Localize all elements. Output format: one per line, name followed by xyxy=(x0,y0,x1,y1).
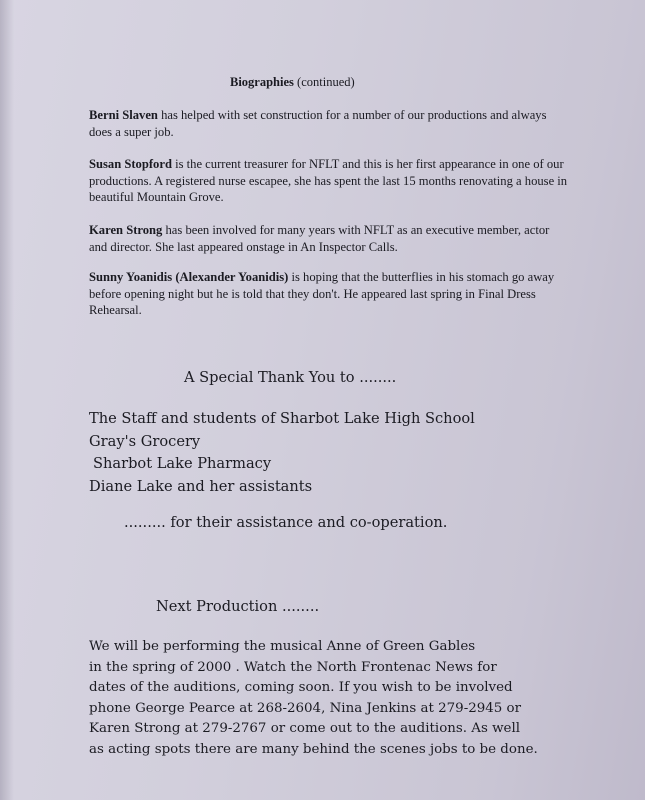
next-production-line: dates of the auditions, coming soon. If you wish to be involved xyxy=(89,680,513,696)
thanks-item: The Staff and students of Sharbot Lake High School xyxy=(89,410,475,427)
bio-text: is the current treasurer for NFLT and this is her first appearance in one of our productions. A registered nurse escapee, she has spent the last 15 months renovating a house in beautiful Mountain Grove. xyxy=(89,157,568,204)
bio-entry xyxy=(89,222,569,255)
bio-name: Sunny Yoanidis (Alexander Yoanidis) xyxy=(89,270,289,284)
thanks-item: Sharbot Lake Pharmacy xyxy=(93,455,272,472)
next-production-line: as acting spots there are many behind the scenes jobs to be done. xyxy=(89,741,538,757)
thanks-item: Gray's Grocery xyxy=(89,432,201,450)
bio-entry xyxy=(89,156,569,206)
biographies-title-text: Biographies xyxy=(230,75,294,89)
next-production-line: in the spring of 2000 . Watch the North Frontenac News for xyxy=(89,659,497,675)
next-production-heading: Next Production ........ xyxy=(156,598,320,615)
thanks-closing: ......... for their assistance and co-operation. xyxy=(124,514,448,531)
biographies-title xyxy=(230,75,355,90)
bio-name: Susan Stopford xyxy=(89,157,172,171)
bio-text: is hoping that the butterflies in his stomach go away before opening night but he is told that they don't. He appeared last spring in Final Dress Rehearsal. xyxy=(89,270,555,317)
thanks-heading: A Special Thank You to ........ xyxy=(184,369,397,386)
bio-text: has helped with set construction for a number of our productions and always does a super job. xyxy=(89,108,547,139)
bio-entry xyxy=(89,269,569,319)
thanks-item: Diane Lake and her assistants xyxy=(89,477,313,495)
next-production-body xyxy=(89,637,559,761)
next-production-line: phone George Pearce at 268-2604, Nina Jenkins at 279-2945 or xyxy=(89,700,522,716)
thanks-list xyxy=(89,408,475,498)
bio-text: has been involved for many years with NFLT as an executive member, actor and director. She last appeared onstage in An Inspector Calls. xyxy=(89,223,550,254)
bio-name: Karen Strong xyxy=(89,223,163,237)
page-shadow xyxy=(0,0,14,800)
bio-name: Berni Slaven xyxy=(89,108,158,122)
next-production-line: We will be performing the musical Anne of Green Gables xyxy=(89,639,476,654)
next-production-line: Karen Strong at 279-2767 or come out to the auditions. As well xyxy=(89,721,521,737)
bio-entry xyxy=(89,107,569,140)
biographies-title-suffix: (continued) xyxy=(297,75,355,89)
